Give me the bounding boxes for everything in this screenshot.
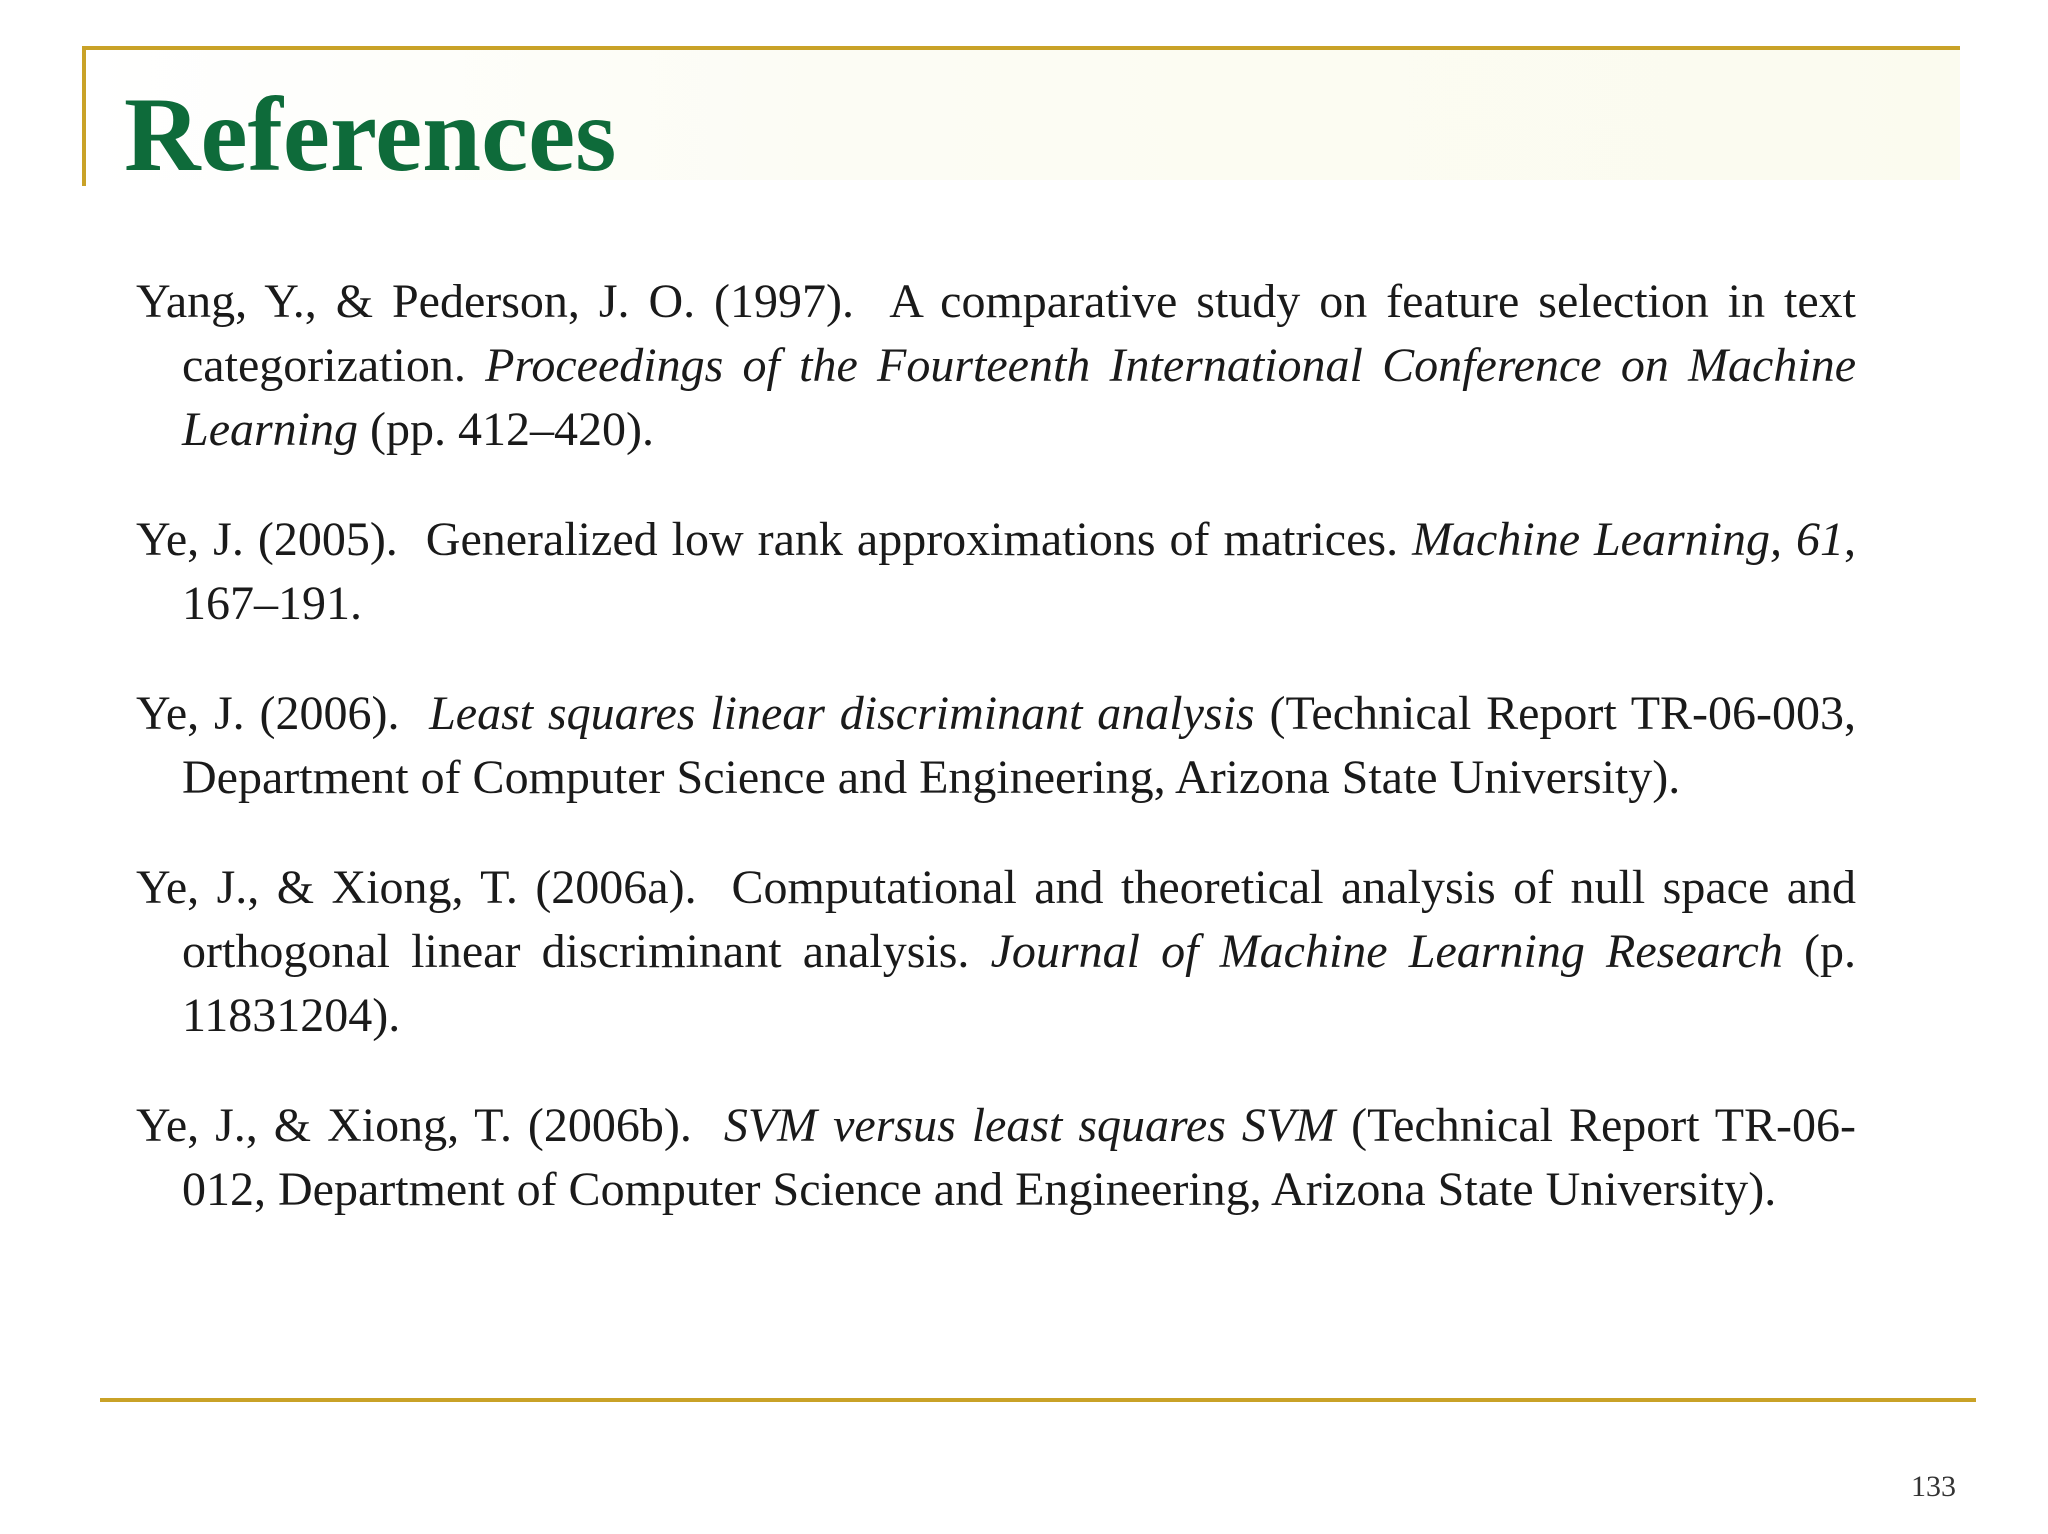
ref-venue: Least squares linear discriminant analysis (429, 687, 1255, 740)
ref-authors-year: Ye, J., & Xiong, T. (2006a). (136, 861, 697, 914)
ref-venue: SVM versus least squares SVM (723, 1099, 1336, 1152)
ref-venue: Journal of Machine Learning Research (990, 925, 1783, 978)
ref-venue: Machine Learning, 61 (1412, 513, 1844, 566)
ref-venue: Proceedings of the Fourteenth International Conference on Machine Learning (182, 339, 1857, 456)
ref-title: A comparative study on feature selection in text categorization. (182, 275, 1857, 392)
reference-list (136, 270, 1856, 1268)
ref-authors-year: Yang, Y., & Pederson, J. O. (1997). (136, 275, 854, 328)
reference-item (136, 508, 1856, 636)
ref-details: (Technical Report TR-06-003, Department of Computer Science and Engineering, Arizona State University). (182, 687, 1857, 804)
bottom-rule (100, 1398, 1976, 1402)
page-title: References (124, 76, 617, 193)
reference-item (136, 682, 1856, 810)
ref-title: Computational and theoretical analysis of null space and orthogonal linear discriminant analysis. (182, 861, 1856, 978)
reference-item (136, 856, 1856, 1048)
page-number: 133 (1911, 1470, 1956, 1503)
ref-details: , 167–191. (182, 513, 1856, 630)
ref-authors-year: Ye, J. (2006). (136, 687, 400, 740)
reference-item (136, 1094, 1856, 1222)
ref-details: (p. 11831204). (182, 925, 1857, 1042)
ref-details: (pp. 412–420). (370, 403, 654, 456)
ref-details: (Technical Report TR-06-012, Department of Computer Science and Engineering, Arizona State University). (182, 1099, 1857, 1216)
ref-authors-year: Ye, J., & Xiong, T. (2006b). (136, 1099, 692, 1152)
ref-authors-year: Ye, J. (2005). (136, 513, 398, 566)
ref-title: Generalized low rank approximations of matrices. (425, 513, 1399, 566)
reference-item (136, 270, 1856, 462)
